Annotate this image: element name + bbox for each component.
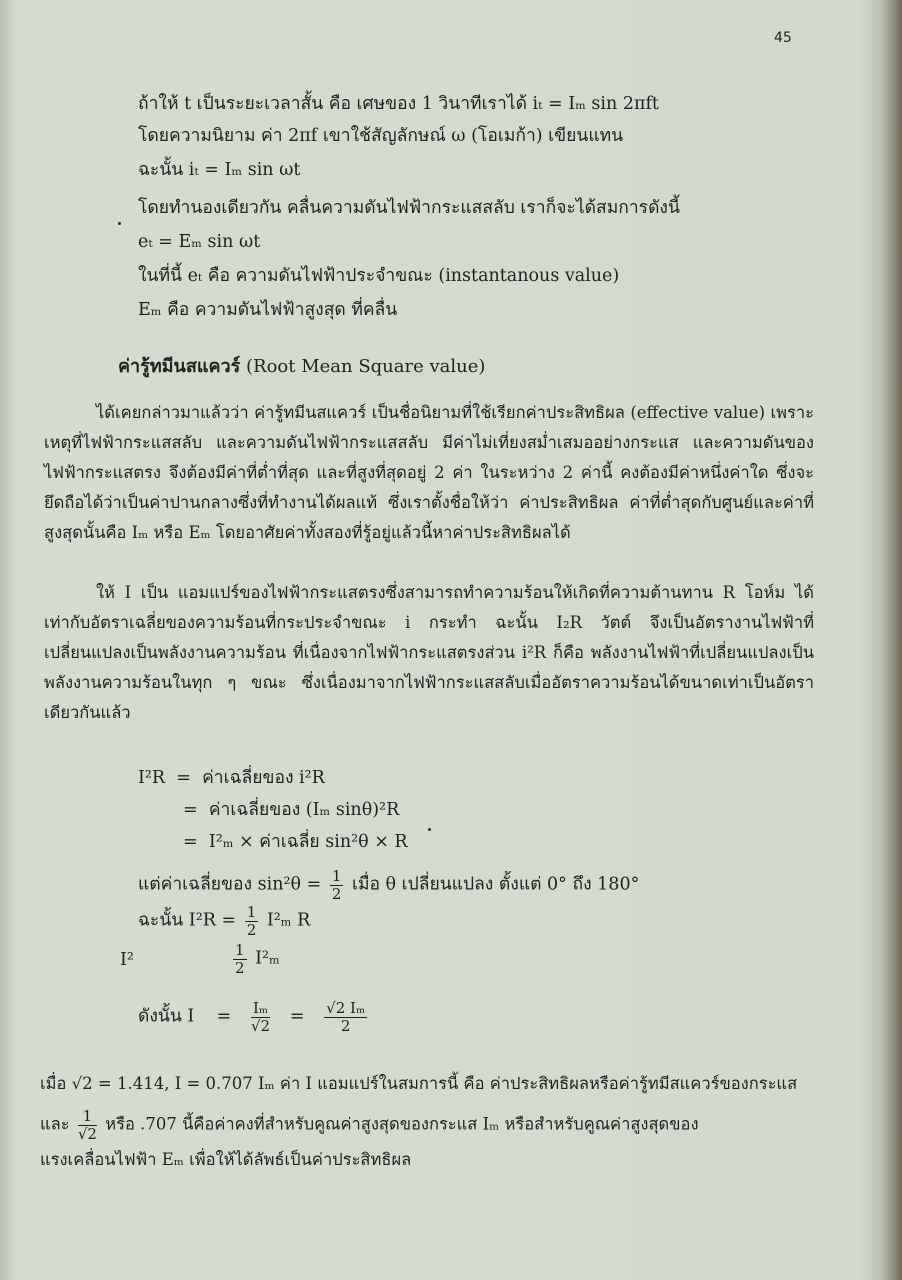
- ink-speck: [118, 222, 121, 225]
- equals-sign: =: [176, 768, 191, 788]
- paragraph-rms-definition: ได้เคยกล่าวมาแล้วว่า ค่ารู้ทมีนสแควร์ เป็นชื่อนิยามที่ใช้เรียกค่าประสิทธิผล (effective value) เพราะเหตุที่ไฟฟ้ากระแสสลับ และความดันไฟฟ้ากระแสสลับ มีค่าไม่เที่ยงสม่ำเสมออย่างกระแส และความดันของไฟฟ้ากระแสตรง จึงต้องมีค่าที่ต่ำที่สุด และที่สูงที่สุดอยู่ 2 ค่า ในระหว่าง 2 ค่านี้ คงต้องมีค่าหนึ่งค่าใด ซึ่งจะยึดถือได้ว่าเป็นค่าปานกลางซึ่งที่ทำงานได้ผลแท้ ซึ่งเราตั้งชื่อให้ว่า ค่าประสิทธิผล ค่าที่ต่ำสุดกับศูนย์และค่าที่สูงสุดนั้นคือ Iₘ หรือ Eₘ โดยอาศัยค่าทั้งสองที่รู้อยู่แล้วนี้หาค่าประสิทธิผลได้: [44, 403, 814, 542]
- fraction-one-half: [330, 868, 344, 902]
- fraction-one-half: [245, 904, 259, 938]
- intro-line-2: โดยความนิยาม ค่า 2πf เขาใช้สัญลักษณ์ ω (โอเมก้า) เขียนแทน: [138, 126, 624, 146]
- equation-2: [183, 802, 399, 820]
- equation-6-lhs: I²: [120, 950, 134, 970]
- fraction-numerator: Iₘ: [252, 999, 269, 1017]
- page-number: 45: [774, 30, 792, 46]
- intro-line-5: eₜ = Eₘ sin ωt: [138, 232, 261, 252]
- eq5-suffix: I²ₘ R: [266, 910, 311, 931]
- fraction-numerator: √2 Iₘ: [326, 999, 366, 1017]
- closing-line-2-start: และ: [40, 1114, 70, 1134]
- eq4-suffix: เมื่อ θ เปลี่ยนแปลง ตั้งแต่ 0° ถึง 180°: [351, 874, 640, 895]
- fraction-denominator: 2: [331, 884, 342, 903]
- closing-line-3: แรงเคลื่อนไฟฟ้า Eₘ เพื่อให้ได้ลัพธ์เป็นค่าประสิทธิผล: [40, 1150, 412, 1169]
- heading-english: (Root Mean Square value): [246, 356, 486, 377]
- intro-line-6: ในที่นี้ eₜ คือ ความดันไฟฟ้าประจำขณะ (instantanous value): [138, 266, 620, 286]
- eq1-rhs: ค่าเฉลี่ยของ i²R: [202, 768, 325, 788]
- equals-sign: =: [183, 800, 198, 820]
- equation-5: [138, 904, 310, 938]
- paragraph-dc-heating: ให้ I เป็น แอมแปร์ของไฟฟ้ากระแสตรงซึ่งสามารถทำความร้อนให้เกิดที่ความต้านทาน R โอห์ม ได้เท่ากับอัตราเฉลี่ยของความร้อนที่กระประจำขณะ i กระทำ ฉะนั้น I₂R วัตต์ จึงเป็นอัตรางานไฟฟ้าที่เปลี่ยนแปลงเป็นพลังงานความร้อน ที่เนื่องจากไฟฟ้ากระแสตรงส่วน i²R ก็คือ พลังงานไฟฟ้าที่เปลี่ยนแปลงเป็นพลังงานความร้อนในทุก ๆ ขณะ ซึ่งเนื่องมาจากไฟฟ้ากระแสสลับเมื่ออัตราความร้อนได้ขนาดเท่าเป็นอัตราเดียวกันแล้ว: [44, 583, 814, 722]
- equation-6-rhs: [230, 942, 280, 976]
- eq3-rhs: I²ₘ × ค่าเฉลี่ย sin²θ × R: [208, 832, 408, 852]
- equation-1: [138, 770, 325, 788]
- ink-speck: [428, 828, 431, 831]
- fraction-numerator: 1: [235, 941, 245, 959]
- fraction-numerator: 1: [246, 903, 257, 921]
- fraction-one-half: [233, 942, 247, 976]
- fraction-im-over-root2: [251, 1000, 270, 1034]
- fraction-denominator: √2: [250, 1016, 271, 1035]
- heading-thai: ค่ารู้ทมีนสแควร์: [118, 356, 241, 377]
- eq1-lhs: I²R: [138, 768, 166, 788]
- intro-line-3: ฉะนั้น iₜ = Iₘ sin ωt: [138, 160, 301, 180]
- equals-sign: =: [289, 1006, 305, 1027]
- section-heading: [118, 358, 485, 376]
- fraction-numerator: 1: [78, 1108, 97, 1126]
- fraction-denominator: 2: [235, 958, 245, 977]
- intro-line-7: Eₘ คือ ความดันไฟฟ้าสูงสุด ที่คลื่น: [138, 300, 398, 320]
- equals-sign: =: [183, 832, 198, 852]
- fraction-root2-im-over-2: [324, 1000, 367, 1034]
- eq2-rhs: ค่าเฉลี่ยของ (Iₘ sinθ)²R: [208, 800, 400, 820]
- eq6-rhs-value: I²ₘ: [255, 948, 280, 969]
- fraction-denominator: 2: [340, 1016, 351, 1035]
- closing-line-1: เมื่อ √2 = 1.414, I = 0.707 Iₘ ค่า I แอมแปร์ในสมการนี้ คือ ค่าประสิทธิผลหรือค่ารู้ทมีสแควร์ของกระแส: [40, 1074, 798, 1093]
- fraction-denominator: 2: [246, 920, 257, 939]
- fraction-numerator: 1: [331, 867, 342, 885]
- eq7-prefix: ดังนั้น I: [138, 1006, 195, 1027]
- closing-line-2: [40, 1108, 699, 1142]
- equation-4: [138, 868, 639, 902]
- eq4-prefix: แต่ค่าเฉลี่ยของ sin²θ =: [138, 874, 322, 895]
- equation-3: [183, 834, 408, 852]
- equation-7: [138, 1000, 370, 1034]
- fraction-one-over-root2: [78, 1108, 97, 1142]
- closing-line-2-rest: หรือ .707 นี้คือค่าคงที่สำหรับคูณค่าสูงสุดของกระแส Iₘ หรือสำหรับคูณค่าสูงสุดของ: [105, 1114, 699, 1134]
- intro-line-4: โดยทำนองเดียวกัน คลื่นความดันไฟฟ้ากระแสสลับ เราก็จะได้สมการดังนี้: [138, 198, 680, 218]
- equals-sign: =: [216, 1006, 232, 1027]
- fraction-denominator: √2: [77, 1124, 97, 1143]
- eq5-prefix: ฉะนั้น I²R =: [138, 910, 237, 931]
- intro-line-1: ถ้าให้ t เป็นระยะเวลาสั้น คือ เศษของ 1 วินาทีเราได้ iₜ = Iₘ sin 2πft: [138, 94, 659, 114]
